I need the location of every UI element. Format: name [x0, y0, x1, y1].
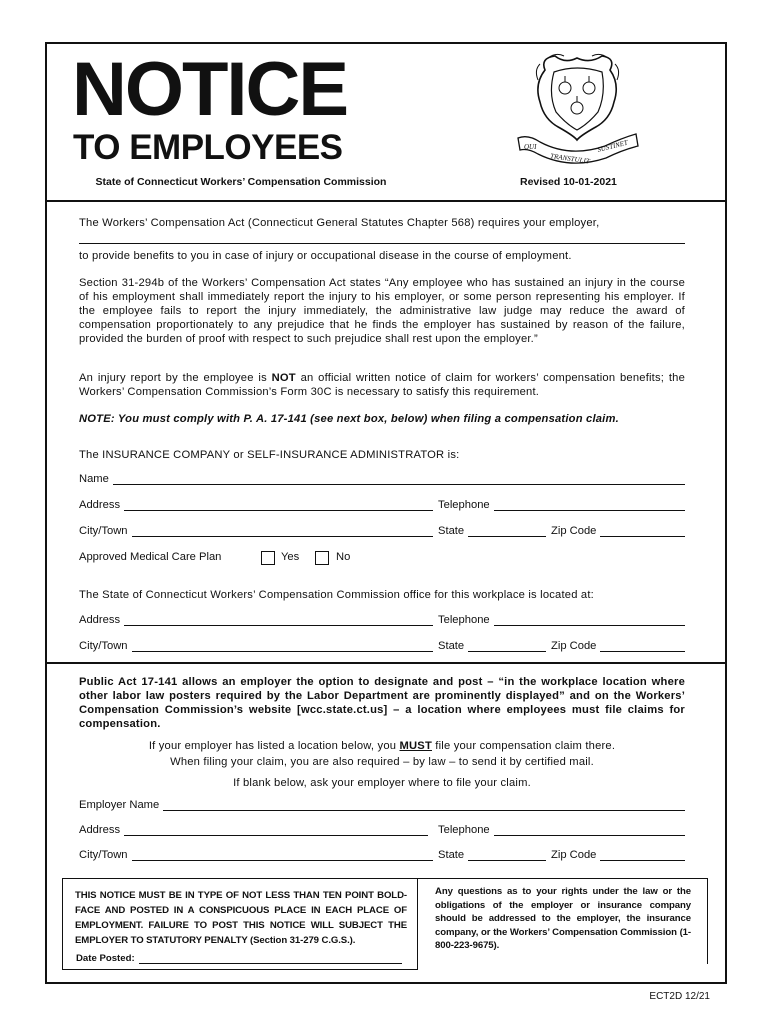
employer-telephone-label: Telephone [438, 824, 490, 836]
employer-state-field[interactable] [438, 849, 546, 861]
insurer-address-label: Address [79, 499, 121, 511]
header-divider [45, 200, 727, 202]
svg-text:QUI: QUI [524, 143, 537, 151]
must-line-text-1: If your employer has listed a location below, you [148, 740, 400, 752]
insurer-zip-label: Zip Code [551, 525, 597, 537]
injury-report-text-2: an official written notice of claim for workers’ compensation benefits; the Workers’ Compensation Commission’s Form 30C is necessary to satisfy this requirement. [79, 372, 685, 398]
insurer-zip-field[interactable] [551, 525, 685, 537]
insurer-name-label: Name [79, 473, 109, 485]
insurer-state-label: State [438, 525, 465, 537]
ask-employer-line: If blank below, ask your employer where to file your claim. [233, 777, 531, 789]
injury-report-text-1: An injury report by the employee is [79, 372, 272, 384]
wcc-state-field[interactable] [438, 640, 546, 652]
connecticut-seal-icon [510, 50, 645, 172]
posting-notice-text: THIS NOTICE MUST BE IN TYPE OF NOT LESS THAN TEN POINT BOLD-FACE AND POSTED IN A CONSPICUOUS PLACE IN EACH PLACE OF EMPLOYMENT. FAILURE TO POST THIS NOTICE WILL SUBJECT THE EMPLOYER TO STATUTORY PENALTY (Section 31-279 C.G.S.). [75, 890, 407, 946]
injury-report-paragraph [79, 371, 685, 399]
intro-line-2: to provide benefits to you in case of injury or occupational disease in the course of employment. [79, 250, 572, 262]
employer-name-field[interactable] [79, 799, 685, 811]
insurer-telephone-label: Telephone [438, 499, 490, 511]
employer-city-field[interactable] [79, 849, 433, 861]
medical-plan-yes-label: Yes [281, 551, 300, 563]
wcc-city-field[interactable] [79, 640, 433, 652]
employer-telephone-field[interactable] [438, 824, 685, 836]
employer-state-label: State [438, 849, 465, 861]
date-posted-label: Date Posted: [76, 953, 135, 964]
form-code: ECT2D 12/21 [649, 991, 710, 1002]
must-line-text-2: file your compensation claim there. [431, 740, 616, 752]
insurer-state-field[interactable] [438, 525, 546, 537]
injury-report-not: NOT [271, 372, 296, 384]
public-act-paragraph: Public Act 17-141 allows an employer the option to designate and post – “in the workplace location where other labor law posters required by the Labor Department are prominently displayed” and on the Workers’ Compensation Commission’s website [wcc.state.ct.us] – a location where employees must file claims for compensation. [79, 676, 685, 730]
questions-box [418, 878, 708, 964]
intro-line-1: The Workers’ Compensation Act (Connecticut General Statutes Chapter 568) requires your employer, [79, 217, 600, 229]
insurer-telephone-field[interactable] [438, 499, 685, 511]
employer-city-label: City/Town [79, 849, 128, 861]
wcc-address-field[interactable] [79, 614, 433, 626]
medical-plan-yes-checkbox[interactable] [261, 551, 275, 565]
wcc-city-label: City/Town [79, 640, 128, 652]
wcc-zip-label: Zip Code [551, 640, 597, 652]
revised-date: Revised 10-01-2021 [520, 176, 617, 188]
date-posted-field[interactable] [76, 953, 402, 964]
section-31-294b: Section 31-294b of the Workers’ Compensation Act states “Any employee who has sustained an injury in the course of his employment shall immediately report the injury to his employer, or some person representing his employer. If the employee fails to report the injury immediately, the administrative law judge may reduce the award of compensation proportionately to any prejudice that he finds the employer has sustained by reason of the failure, provided the burden of proof with respect to such prejudice shall rest upon the employer.” [79, 277, 685, 345]
public-act-divider [45, 662, 727, 664]
employer-address-label: Address [79, 824, 121, 836]
employer-name-line[interactable] [79, 243, 685, 244]
wcc-office-heading: The State of Connecticut Workers’ Compensation Commission office for this workplace is located at: [79, 589, 594, 601]
wcc-address-label: Address [79, 614, 121, 626]
employer-name-label: Employer Name [79, 799, 160, 811]
certified-mail-line: When filing your claim, you are also required – by law – to send it by certified mail. [170, 756, 594, 768]
insurer-city-field[interactable] [79, 525, 433, 537]
public-act-must-line [79, 739, 685, 753]
must-emphasis: MUST [399, 740, 432, 752]
wcc-state-label: State [438, 640, 465, 652]
medical-plan-label: Approved Medical Care Plan [79, 551, 222, 563]
agency-name: State of Connecticut Workers’ Compensation Commission [95, 176, 387, 188]
wcc-telephone-field[interactable] [438, 614, 685, 626]
insurer-heading: The INSURANCE COMPANY or SELF-INSURANCE ADMINISTRATOR is: [79, 449, 460, 461]
svg-text:SUSTINET: SUSTINET [596, 138, 629, 154]
questions-text: Any questions as to your rights under the law or the obligations of the employer or insurance company should be addressed to the employer, the insurance company, or the Workers’ Compensation Commission (1-800-223-9675). [435, 886, 691, 951]
employer-zip-label: Zip Code [551, 849, 597, 861]
wcc-zip-field[interactable] [551, 640, 685, 652]
employer-zip-field[interactable] [551, 849, 685, 861]
medical-plan-no-label: No [336, 551, 351, 563]
svg-text:TRANSTULIT: TRANSTULIT [549, 152, 591, 166]
medical-plan-no-checkbox[interactable] [315, 551, 329, 565]
note-line: NOTE: You must comply with P. A. 17-141 (see next box, below) when filing a compensation claim. [79, 413, 619, 425]
employer-address-field[interactable] [79, 824, 428, 836]
notice-title: NOTICE [72, 47, 348, 132]
insurer-name-field[interactable] [79, 473, 685, 485]
wcc-telephone-label: Telephone [438, 614, 490, 626]
notice-subtitle: TO EMPLOYEES [73, 128, 343, 167]
insurer-address-field[interactable] [79, 499, 433, 511]
insurer-city-label: City/Town [79, 525, 128, 537]
